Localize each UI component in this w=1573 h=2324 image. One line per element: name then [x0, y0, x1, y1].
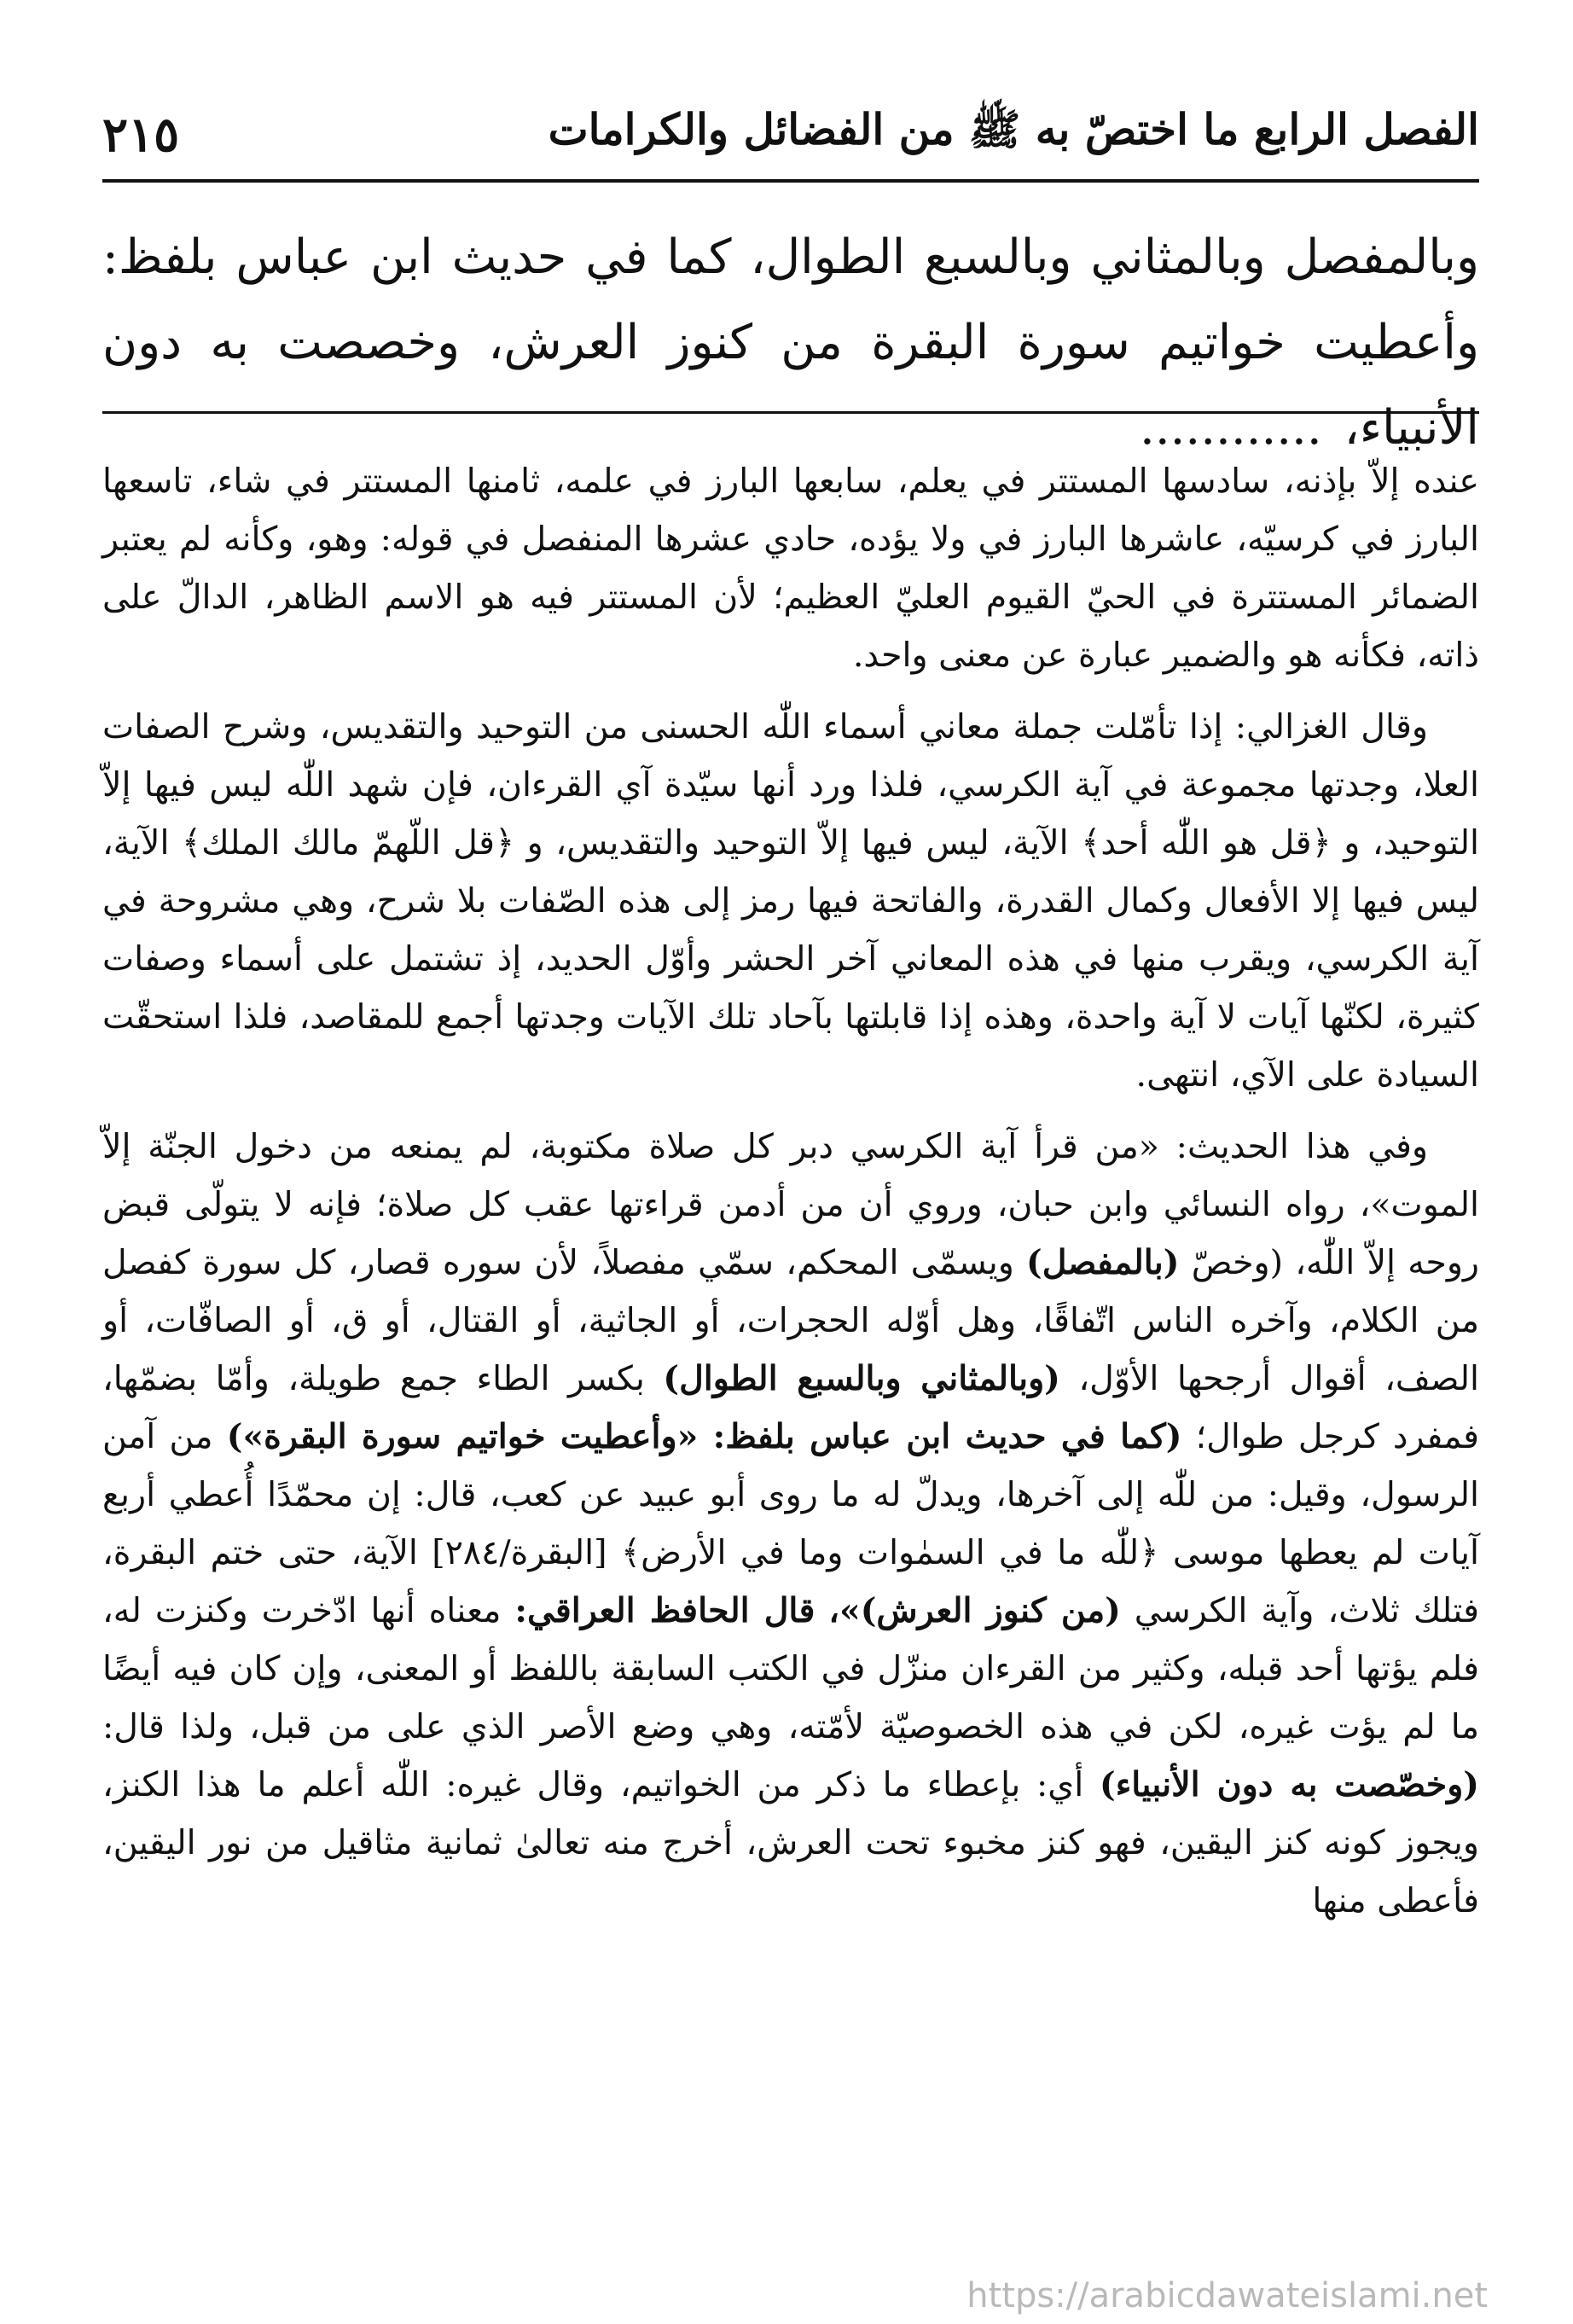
text-segment: بكسر الطاء جمع طويلة، وأمّا بضمّها، فمفرد كرجل طوال؛: [102, 1359, 1480, 1456]
text-segment: أي: بإعطاء ما ذكر من الخواتيم، وقال غيره: اللّٰه أعلم ما هذا الكنز، ويجوز كونه كنز اليقين، فهو كنز مخبوء تحت العرش، أخرج منه تعالىٰ ثمانية مثاقيل من نور اليقين، فأعطى منها: [102, 1765, 1479, 1920]
bold-quote: (وبالمثاني وبالسبع الطوال): [663, 1359, 1060, 1398]
bold-quote: (وخصّصت به دون الأنبياء): [1100, 1765, 1479, 1804]
text-segment: من آمن الرسول، وقيل: من للّٰه إلى آخرها، ويدلّ له ما روى أبو عبيد عن كعب، قال: إن محمّدًا أُعطي أربع آيات لم يعطها موسى ﴿للّٰه ما في السمٰوات وما في الأرض﴾ [البقرة/٢٨٤] الآية، حتى ختم البقرة، فتلك ثلاث، وآية الكرسي: [102, 1417, 1479, 1630]
commentary: [102, 452, 1479, 1943]
bold-quote: قال الحافظ العراقي:: [514, 1591, 816, 1630]
text-segment: معناه أنها ادّخرت وكنزت له، فلم يؤتها أحد قبله، وكثير من القرءان منزّل في الكتب السابقة باللفظ أو المعنى، وإن كان فيه أيضًا ما لم يؤت غيره، لكن في هذه الخصوصيّة لأمّته، وهي وضع الأصر الذي على من قبل، ولذا قال:: [102, 1591, 1479, 1746]
commentary-paragraph-2: وقال الغزالي: إذا تأمّلت جملة معاني أسماء اللّٰه الحسنى من التوحيد والتقديس، وشرح الصفات العلا، وجدتها مجموعة في آية الكرسي، فلذا ورد أنها سيّدة آي القرءان، فإن شهد اللّٰه ليس فيها إلاّ التوحيد، و ﴿قل هو اللّٰه أحد﴾ الآية، ليس فيها إلاّ التوحيد والتقديس، و ﴿قل اللّهمّ مالك الملك﴾ الآية، ليس فيها إلا الأفعال وكمال القدرة، والفاتحة فيها رمز إلى هذه الصّفات بلا شرح، وهي مشروحة في آية الكرسي، ويقرب منها في هذه المعاني آخر الحشر وأوّل الحديد، إذ تشتمل على أسماء وصفات كثيرة، لكنّها آيات لا آية واحدة، وهذه إذا قابلتها بآحاد تلك الآيات وجدتها أجمع للمقاصد، فلذا استحقّت السيادة على الآي، انتهى.: [102, 707, 1479, 1095]
matn-divider: [102, 411, 1479, 414]
commentary-paragraph-3: [102, 1118, 1479, 1930]
chapter-title: الفصل الرابع ما اختصّ به ﷺ من الفضائل والكرامات: [548, 104, 1479, 154]
main-text: [102, 215, 1479, 456]
commentary-paragraph-1: عنده إلاّ بإذنه، سادسها المستتر في يعلم، سابعها البارز في علمه، ثامنها المستتر في شاء، تاسعها البارز في كرسيّه، عاشرها البارز في ولا يؤده، حادي عشرها المنفصل في قوله: وهو، وكأنه لم يعتبر الضمائر المستترة في الحيّ القيوم العليّ العظيم؛ لأن المستتر فيه هو الاسم الظاهر، الدالّ على ذاته، فكأنه هو والضمير عبارة عن معنى واحد.: [102, 462, 1479, 675]
main-text-ellipsis: ............: [1140, 400, 1322, 456]
watermark-url: https://arabicdawateislami.net: [966, 2276, 1488, 2315]
page-number: ٢١٥: [102, 107, 180, 163]
bold-quote: (كما في حديث ابن عباس بلفظ: «وأعطيت خواتيم سورة البقرة»): [226, 1417, 1182, 1456]
running-header: [102, 101, 1479, 169]
main-text-body: وبالمفصل وبالمثاني وبالسبع الطوال، كما في حديث ابن عباس بلفظ: وأعطيت خواتيم سورة البقرة من كنوز العرش، وخصصت به دون الأنبياء،: [102, 229, 1479, 456]
header-divider: [102, 179, 1479, 183]
bold-quote: (بالمفصل): [1026, 1243, 1180, 1282]
bold-quote: (من كنوز العرش)»،: [828, 1591, 1121, 1630]
text-segment: ويسمّى المحكم، سمّي مفصلاً، لأن سوره قصار، كل سورة كفصل من الكلام، وآخره الناس اتّفاقًا، وهل أوّله الحجرات، أو الجاثية، أو القتال، أو ق، أو الصافّات، أو الصف، أقوال أرجحها الأوّل،: [102, 1243, 1479, 1398]
text-segment: وفي هذا الحديث: «من قرأ آية الكرسي دبر كل صلاة مكتوبة، لم يمنعه من دخول الجنّة إلاّ الموت»، رواه النسائي وابن حبان، وروي أن من أدمن قراءتها عقب كل صلاة؛ فإنه لا يتولّى قبض روحه إلاّ اللّٰه، (وخصّ: [102, 1127, 1479, 1282]
